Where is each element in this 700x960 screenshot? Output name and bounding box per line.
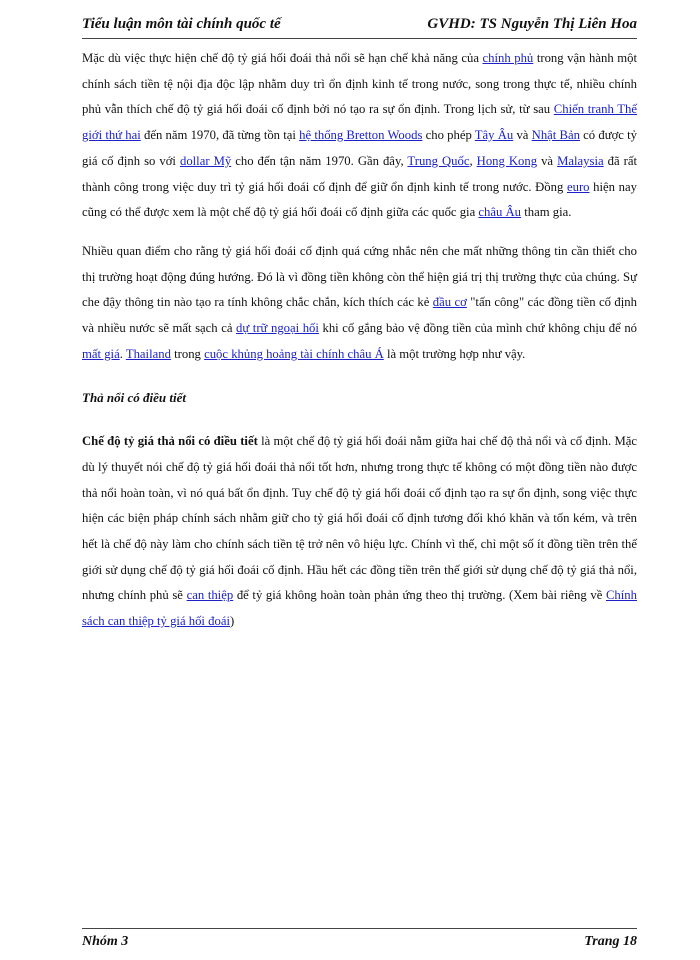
text-run: là một chế độ tỷ giá hối đoái nằm giữa hai chế độ thả nổi và cố định. Mặc dù lý thuyết nói chế độ tỷ giá hối đoái thả nổi tốt hơn, nhưng trong thực tế không có một đồng tiền nào được thả nổi hoàn toàn, vì nó quá bất ổn định. Tuy chế độ tỷ giá hối đoái cố định tạo ra sự ổn định, song việc thực hiện các biện pháp chính sách nhằm giữ cho tỷ giá hối đoái cố định tương đối khó khăn và tốn kém, và trên hết là chế độ này làm cho chính sách tiền tệ trở nên vô hiệu lực. Chính vì thế, chỉ một số ít đồng tiền trên thế giới sử dụng chế độ tỷ giá hối đoái cố định. Hầu hết các đồng tiền trên thế giới sử dụng chế độ tỷ giá thả nổi, nhưng chính phủ sẽ: [82, 434, 638, 603]
link-chau-au[interactable]: châu Âu: [478, 205, 522, 220]
link-can-thiep[interactable]: can thiệp: [186, 588, 234, 603]
text-run: trong: [170, 346, 205, 361]
paragraph-fixed-rate-criticism: [82, 239, 637, 368]
footer-group: Nhóm 3: [82, 934, 129, 949]
link-euro[interactable]: euro: [566, 179, 590, 194]
section-heading: Thả nổi có điều tiết: [82, 390, 186, 406]
text-run: và: [513, 128, 532, 143]
link-chinh-phu[interactable]: chính phủ: [482, 51, 534, 65]
link-tay-au[interactable]: Tây Âu: [474, 128, 514, 143]
text-run: cho đến tận năm 1970. Gần đây,: [231, 153, 408, 168]
link-mat-gia[interactable]: mất giá: [82, 346, 120, 361]
text-run: Mặc dù việc thực hiện chế độ tỷ giá hối đoái thả nổi sẽ hạn chế khả năng của: [82, 51, 483, 65]
text-run: ,: [469, 153, 477, 168]
text-run: hiện nay cũng có thể được xem là một chế độ tỷ giá hối đoái cố định giữa các quốc gia: [82, 179, 637, 220]
text-run: .: [119, 346, 126, 361]
text-run: cho phép: [422, 128, 475, 143]
text-run: là một trường hợp như vậy.: [383, 346, 526, 361]
page-header: [82, 14, 637, 39]
text-run: có được tỷ giá cố định so với: [82, 128, 638, 168]
link-chinh-sach-can-thiep[interactable]: Chính sách can thiệp tỷ giá hối đoái: [82, 588, 637, 629]
text-run: trong vận hành một chính sách tiền tệ nội địa độc lập nhằm duy trì ổn định kinh tế trong nước, song trong thực tế, nhiều chính phủ vẫn thích chế độ tỷ giá hối đoái cố định bởi nó tạo ra sự ổn định. Trong lịch sử, từ sau: [82, 51, 637, 117]
text-run: đến năm 1970, đã từng tồn tại: [140, 128, 300, 143]
link-dollar-my[interactable]: dollar Mỹ: [179, 153, 232, 168]
text-run: đã rất thành công trong việc duy trì tỷ giá hối đoái cố định để giữ ổn định kinh tế trong nước. Đồng: [82, 153, 637, 194]
text-run: "tấn công" các đồng tiền cố định và nhiều nước sẽ mất sạch cả: [82, 295, 637, 336]
text-run: tham gia.: [521, 205, 572, 220]
page-footer: [82, 928, 637, 953]
text-run: Nhiều quan điểm cho rằng tỷ giá hối đoái cố định quá cứng nhắc nên che mất những thông tin cần thiết cho thị trường hoạt động đúng hướng. Đó là vì đồng tiền không còn thể hiện giá trị thị trường thực của chúng. Sự che đậy thông tin nào tạo ra tính không chắc chắn, kích thích các kẻ: [82, 243, 637, 310]
text-run: để tỷ giá không hoàn toàn phản ứng theo thị trường. (Xem bài riêng về: [233, 588, 606, 603]
paragraph-fixed-rate-history: [82, 46, 637, 226]
paragraph-managed-float: [82, 429, 637, 635]
link-dau-co[interactable]: đầu cơ: [432, 295, 467, 310]
header-instructor: GVHD: TS Nguyễn Thị Liên Hoa: [427, 16, 637, 32]
link-trung-quoc[interactable]: Trung Quốc: [407, 153, 470, 168]
link-nhat-ban[interactable]: Nhật Bản: [531, 128, 580, 143]
link-bretton-woods[interactable]: hệ thống Bretton Woods: [299, 128, 423, 143]
link-khung-hoang-chau-a[interactable]: cuộc khủng hoảng tài chính châu Á: [204, 346, 384, 361]
text-run: ): [229, 614, 235, 629]
link-du-tru-ngoai-hoi[interactable]: dự trữ ngoại hối: [236, 321, 319, 336]
text-run: khi cố gắng bảo vệ đồng tiền của mình chứ không chịu để nó: [318, 321, 638, 336]
bold-term: Chế độ tỷ giá thả nổi có điều tiết: [82, 434, 258, 449]
header-course-title: Tiểu luận môn tài chính quốc tế: [82, 16, 281, 32]
link-hong-kong[interactable]: Hong Kong: [476, 153, 538, 168]
link-thailand[interactable]: Thailand: [125, 346, 171, 361]
text-run: và: [537, 153, 558, 168]
footer-page-number: Trang 18: [584, 934, 637, 949]
page-body: [82, 46, 637, 635]
link-malaysia[interactable]: Malaysia: [557, 153, 604, 168]
link-chien-tranh-the-gioi-thu-hai[interactable]: Chiến tranh Thế giới thứ hai: [82, 102, 637, 143]
